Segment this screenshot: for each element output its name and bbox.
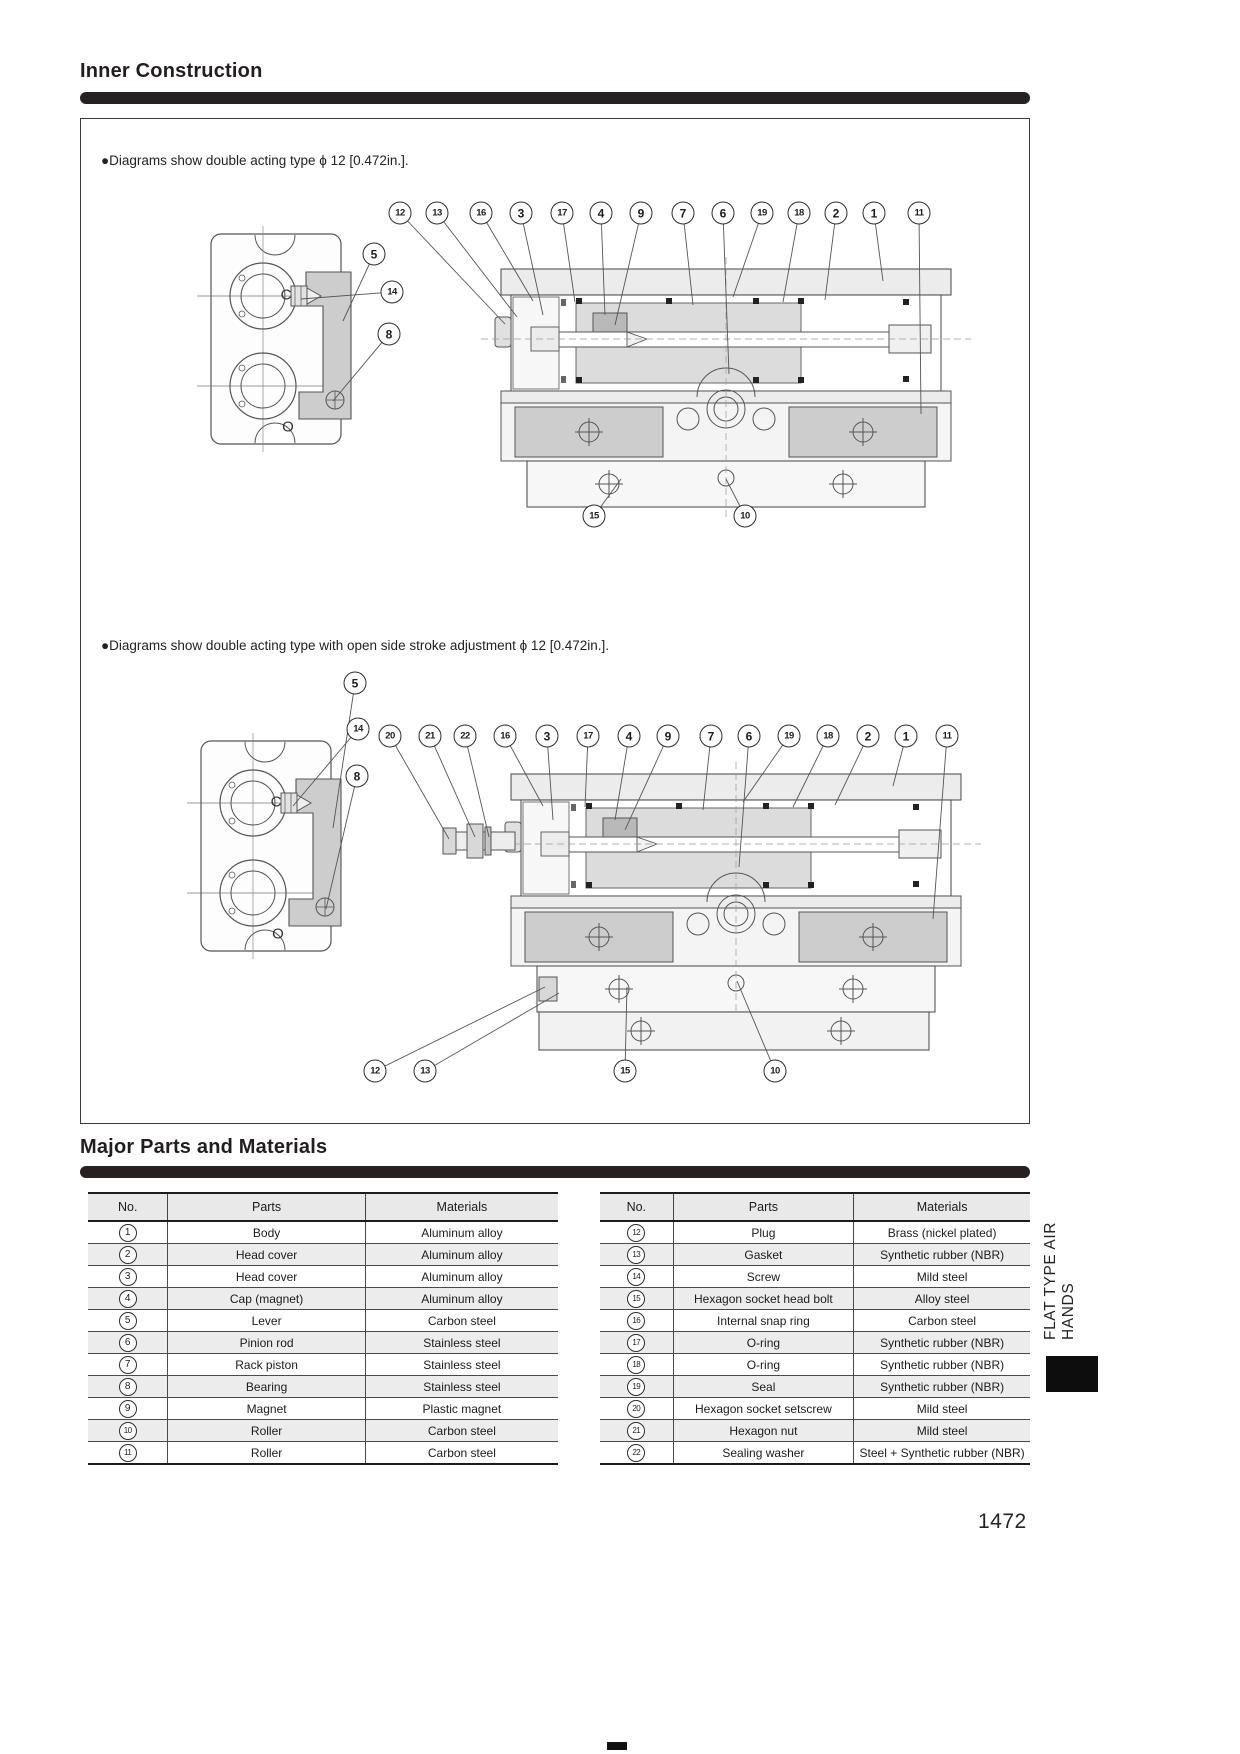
- table-row: [600, 1244, 1030, 1266]
- callout-3: 3: [510, 202, 533, 225]
- part-number-badge: 2: [119, 1246, 137, 1264]
- material-cell: Carbon steel: [365, 1420, 558, 1442]
- footer-print-mark: [607, 1742, 627, 1750]
- callout-18: 18: [788, 202, 811, 225]
- column-header: No.: [88, 1193, 168, 1221]
- table-row: [88, 1442, 558, 1465]
- material-cell: Carbon steel: [365, 1442, 558, 1465]
- material-cell: Synthetic rubber (NBR): [854, 1244, 1030, 1266]
- part-name-cell: O-ring: [673, 1354, 854, 1376]
- part-number-badge: 15: [627, 1290, 645, 1308]
- material-cell: Alloy steel: [854, 1288, 1030, 1310]
- part-number-badge: 22: [627, 1444, 645, 1462]
- part-number-badge: 14: [627, 1268, 645, 1286]
- part-name-cell: Cap (magnet): [168, 1288, 365, 1310]
- material-cell: Mild steel: [854, 1420, 1030, 1442]
- callout-17: 17: [551, 202, 574, 225]
- callout-10: 10: [734, 505, 757, 528]
- table-row: [600, 1376, 1030, 1398]
- view-port-label-C: C: [280, 286, 292, 304]
- material-cell: Mild steel: [854, 1266, 1030, 1288]
- view-port-label-O: O: [282, 418, 294, 436]
- callout-1: 1: [895, 725, 918, 748]
- callout-13: 13: [426, 202, 449, 225]
- part-name-cell: O-ring: [673, 1332, 854, 1354]
- material-cell: Synthetic rubber (NBR): [854, 1354, 1030, 1376]
- material-cell: Carbon steel: [854, 1310, 1030, 1332]
- material-cell: Plastic magnet: [365, 1398, 558, 1420]
- table-row: [600, 1420, 1030, 1442]
- construction-diagram-svg: [81, 119, 1029, 1120]
- part-number-badge: 11: [119, 1444, 137, 1462]
- part-name-cell: Bearing: [168, 1376, 365, 1398]
- table-row: [600, 1266, 1030, 1288]
- callout-17: 17: [577, 725, 600, 748]
- side-tab-label: FLAT TYPE AIR HANDS: [1042, 1221, 1077, 1340]
- callout-4: 4: [590, 202, 613, 225]
- part-name-cell: Roller: [168, 1420, 365, 1442]
- table-row: [88, 1310, 558, 1332]
- callout-21: 21: [419, 725, 442, 748]
- callout-5: 5: [363, 243, 386, 266]
- part-number-badge: 9: [119, 1400, 137, 1418]
- table-row: [88, 1420, 558, 1442]
- part-name-cell: Screw: [673, 1266, 854, 1288]
- material-cell: Brass (nickel plated): [854, 1221, 1030, 1244]
- table-row: [600, 1310, 1030, 1332]
- table-row: [600, 1442, 1030, 1465]
- part-number-badge: 18: [627, 1356, 645, 1374]
- callout-13: 13: [414, 1060, 437, 1083]
- part-name-cell: Hexagon socket head bolt: [673, 1288, 854, 1310]
- callout-1: 1: [863, 202, 886, 225]
- part-number-badge: 4: [119, 1290, 137, 1308]
- callout-3: 3: [536, 725, 559, 748]
- part-number-badge: 5: [119, 1312, 137, 1330]
- material-cell: Carbon steel: [365, 1310, 558, 1332]
- table-row: [88, 1288, 558, 1310]
- table-row: [88, 1376, 558, 1398]
- callout-16: 16: [494, 725, 517, 748]
- callout-11: 11: [908, 202, 931, 225]
- diagram-caption-1: ●Diagrams show double acting type ϕ 12 [0.472in.].: [101, 153, 409, 168]
- material-cell: Synthetic rubber (NBR): [854, 1376, 1030, 1398]
- table-row: [600, 1221, 1030, 1244]
- material-cell: Steel + Synthetic rubber (NBR): [854, 1442, 1030, 1465]
- callout-7: 7: [700, 725, 723, 748]
- part-name-cell: Plug: [673, 1221, 854, 1244]
- material-cell: Stainless steel: [365, 1376, 558, 1398]
- table-row: [88, 1398, 558, 1420]
- part-number-badge: 21: [627, 1422, 645, 1440]
- material-cell: Stainless steel: [365, 1332, 558, 1354]
- parts-table-left: [88, 1192, 558, 1465]
- callout-9: 9: [657, 725, 680, 748]
- section-rule-bar-2: [80, 1166, 1030, 1178]
- part-name-cell: Head cover: [168, 1266, 365, 1288]
- part-number-badge: 3: [119, 1268, 137, 1286]
- diagram-caption-2: ●Diagrams show double acting type with open side stroke adjustment ϕ 12 [0.472in.].: [101, 638, 609, 653]
- callout-8: 8: [378, 323, 401, 346]
- table-row: [88, 1244, 558, 1266]
- column-header: Materials: [854, 1193, 1030, 1221]
- part-name-cell: Pinion rod: [168, 1332, 365, 1354]
- part-name-cell: Gasket: [673, 1244, 854, 1266]
- table-row: [88, 1221, 558, 1244]
- table-row: [600, 1332, 1030, 1354]
- callout-14: 14: [381, 281, 404, 304]
- inner-construction-box: [80, 118, 1030, 1124]
- material-cell: Aluminum alloy: [365, 1244, 558, 1266]
- callout-6: 6: [738, 725, 761, 748]
- column-header: Parts: [168, 1193, 365, 1221]
- material-cell: Aluminum alloy: [365, 1288, 558, 1310]
- part-name-cell: Hexagon nut: [673, 1420, 854, 1442]
- callout-6: 6: [712, 202, 735, 225]
- parts-material-table: [88, 1192, 558, 1465]
- part-number-badge: 7: [119, 1356, 137, 1374]
- callout-19: 19: [751, 202, 774, 225]
- callout-2: 2: [857, 725, 880, 748]
- part-number-badge: 17: [627, 1334, 645, 1352]
- part-name-cell: Seal: [673, 1376, 854, 1398]
- page-number: 1472: [978, 1510, 1027, 1533]
- table-row: [88, 1354, 558, 1376]
- callout-16: 16: [470, 202, 493, 225]
- callout-20: 20: [379, 725, 402, 748]
- callout-5: 5: [344, 672, 367, 695]
- part-name-cell: Lever: [168, 1310, 365, 1332]
- callout-14: 14: [347, 718, 370, 741]
- table-row: [600, 1354, 1030, 1376]
- part-number-badge: 12: [627, 1224, 645, 1242]
- part-number-badge: 10: [119, 1422, 137, 1440]
- material-cell: Mild steel: [854, 1398, 1030, 1420]
- material-cell: Aluminum alloy: [365, 1266, 558, 1288]
- part-number-badge: 19: [627, 1378, 645, 1396]
- callout-12: 12: [364, 1060, 387, 1083]
- part-name-cell: Internal snap ring: [673, 1310, 854, 1332]
- callout-19: 19: [778, 725, 801, 748]
- part-name-cell: Hexagon socket setscrew: [673, 1398, 854, 1420]
- material-cell: Stainless steel: [365, 1354, 558, 1376]
- callout-2: 2: [825, 202, 848, 225]
- callout-4: 4: [618, 725, 641, 748]
- callout-15: 15: [614, 1060, 637, 1083]
- column-header: No.: [600, 1193, 673, 1221]
- column-header: Materials: [365, 1193, 558, 1221]
- callout-8: 8: [346, 765, 369, 788]
- side-tab-marker: [1046, 1356, 1098, 1392]
- callout-18: 18: [817, 725, 840, 748]
- part-number-badge: 1: [119, 1224, 137, 1242]
- callout-9: 9: [630, 202, 653, 225]
- part-name-cell: Magnet: [168, 1398, 365, 1420]
- part-name-cell: Sealing washer: [673, 1442, 854, 1465]
- part-number-badge: 13: [627, 1246, 645, 1264]
- table-row: [600, 1398, 1030, 1420]
- part-number-badge: 16: [627, 1312, 645, 1330]
- callout-11: 11: [936, 725, 959, 748]
- table-row: [88, 1266, 558, 1288]
- page-title: Inner Construction: [80, 60, 263, 82]
- parts-section-title: Major Parts and Materials: [80, 1136, 328, 1158]
- table-row: [88, 1332, 558, 1354]
- part-name-cell: Roller: [168, 1442, 365, 1465]
- section-rule-bar: [80, 92, 1030, 104]
- table-row: [600, 1288, 1030, 1310]
- view-port-label-C: C: [270, 793, 282, 811]
- callout-12: 12: [389, 202, 412, 225]
- part-name-cell: Head cover: [168, 1244, 365, 1266]
- material-cell: Aluminum alloy: [365, 1221, 558, 1244]
- column-header: Parts: [673, 1193, 854, 1221]
- callout-15: 15: [583, 505, 606, 528]
- view-port-label-O: O: [272, 925, 284, 943]
- material-cell: Synthetic rubber (NBR): [854, 1332, 1030, 1354]
- part-number-badge: 8: [119, 1378, 137, 1396]
- callout-7: 7: [672, 202, 695, 225]
- parts-table-right: [600, 1192, 1030, 1465]
- callout-22: 22: [454, 725, 477, 748]
- part-name-cell: Body: [168, 1221, 365, 1244]
- part-name-cell: Rack piston: [168, 1354, 365, 1376]
- callout-10: 10: [764, 1060, 787, 1083]
- parts-material-table: [600, 1192, 1030, 1465]
- part-number-badge: 6: [119, 1334, 137, 1352]
- part-number-badge: 20: [627, 1400, 645, 1418]
